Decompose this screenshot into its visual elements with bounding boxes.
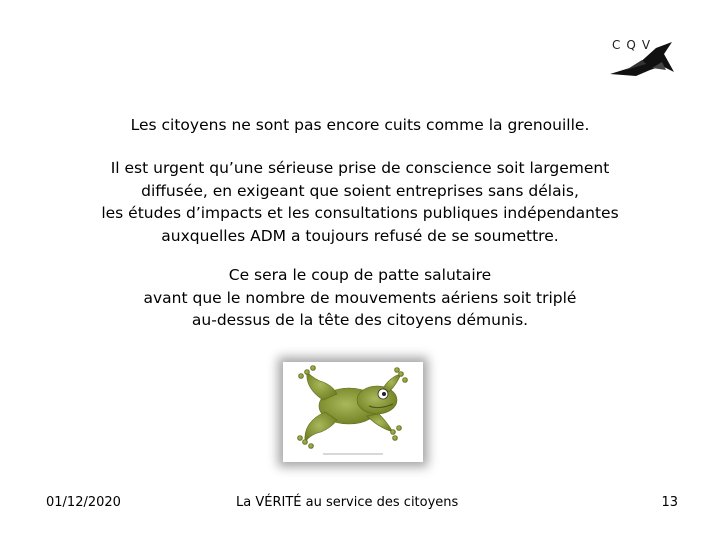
page-number: 13 [661,495,678,510]
cqv-logo [606,36,680,80]
text-line: Ce sera le coup de patte salutaire [228,266,492,284]
text-line: auxquelles ADM a toujours refusé de se soumettre. [161,226,559,245]
text-line: au-dessus de la tête des citoyens démunis. [191,311,529,329]
urgency-paragraph [40,157,680,247]
frog-image [283,362,423,462]
text-line: Il est urgent qu’une sérieuse prise de conscience soit largement [110,159,610,177]
text-line: avant que le nombre de mouvements aériens soit triplé [143,288,577,307]
footer-title: La VÉRITÉ au service des citoyens [236,495,459,510]
text-line: les études d’impacts et les consultations publiques indépendantes [101,204,619,222]
frog-icon [283,362,423,462]
conclusion-paragraph [40,264,680,332]
text-line: Les citoyens ne sont pas encore cuits comme la grenouille. [130,116,590,134]
footer-date: 01/12/2020 [46,495,121,510]
logo-text: CQV [612,38,657,52]
intro-paragraph [40,114,680,137]
text-line: diffusée, en exigeant que soient entreprises sans délais, [141,181,579,200]
